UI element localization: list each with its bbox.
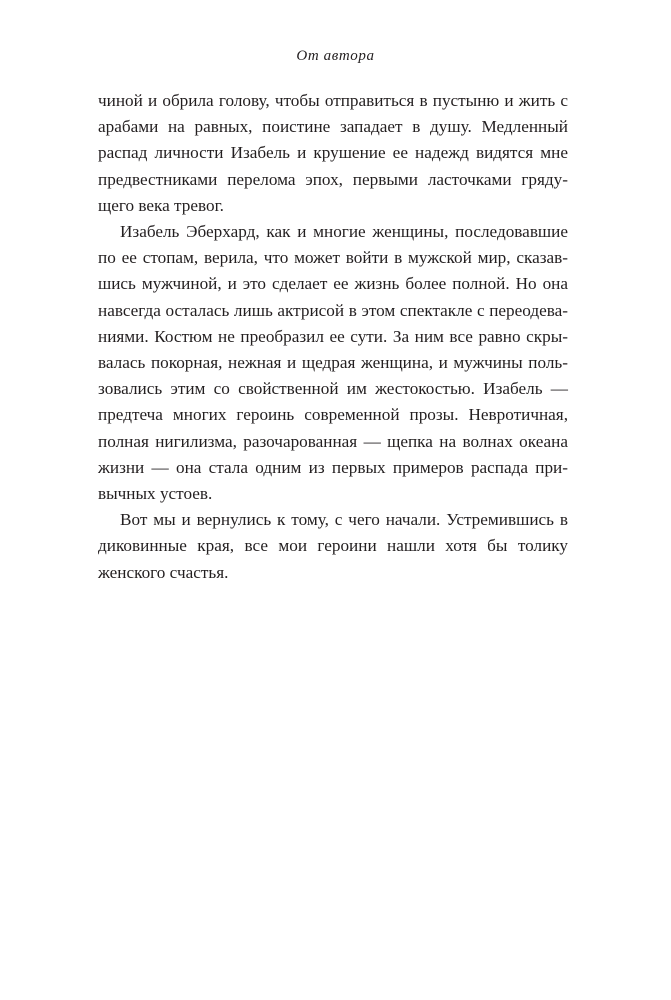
paragraph: Изабель Эберхард, как и многие женщины, последовавшие по ее стопам, верила, что может войти в мужской мир, сказавшись мужчиной, и это сделает ее жизнь более полной. Но она навсегда осталась лишь актрисой в этом спектакле с переодеваниями. Костюм не преобразил ее сути. За ним все равно скрывалась покорная, нежная и щедрая женщина, и мужчины пользовались этим со свойственной им жестокостью. Изабель — предтеча многих героинь современной прозы. Невротичная, полная нигилизма, разочарованная — щепка на волнах океана жизни — она стала одним из первых примеров распада привычных устоев. xyxy=(98,222,568,504)
paragraph: Вот мы и вернулись к тому, с чего начали. Устремившись в диковинные края, все мои героини нашли хотя бы толику женского счастья. xyxy=(98,510,568,582)
paragraph-continued: чиной и обрила голову, чтобы отправиться в пустыню и жить с арабами на равных, поистине западает в душу. Медленный распад личности Изабель и крушение ее надежд видятся мне предвестниками перелома эпох, первыми ласточками грядущего века тревог. xyxy=(98,91,568,215)
body-text xyxy=(98,88,568,586)
running-head: От автора xyxy=(296,48,375,64)
